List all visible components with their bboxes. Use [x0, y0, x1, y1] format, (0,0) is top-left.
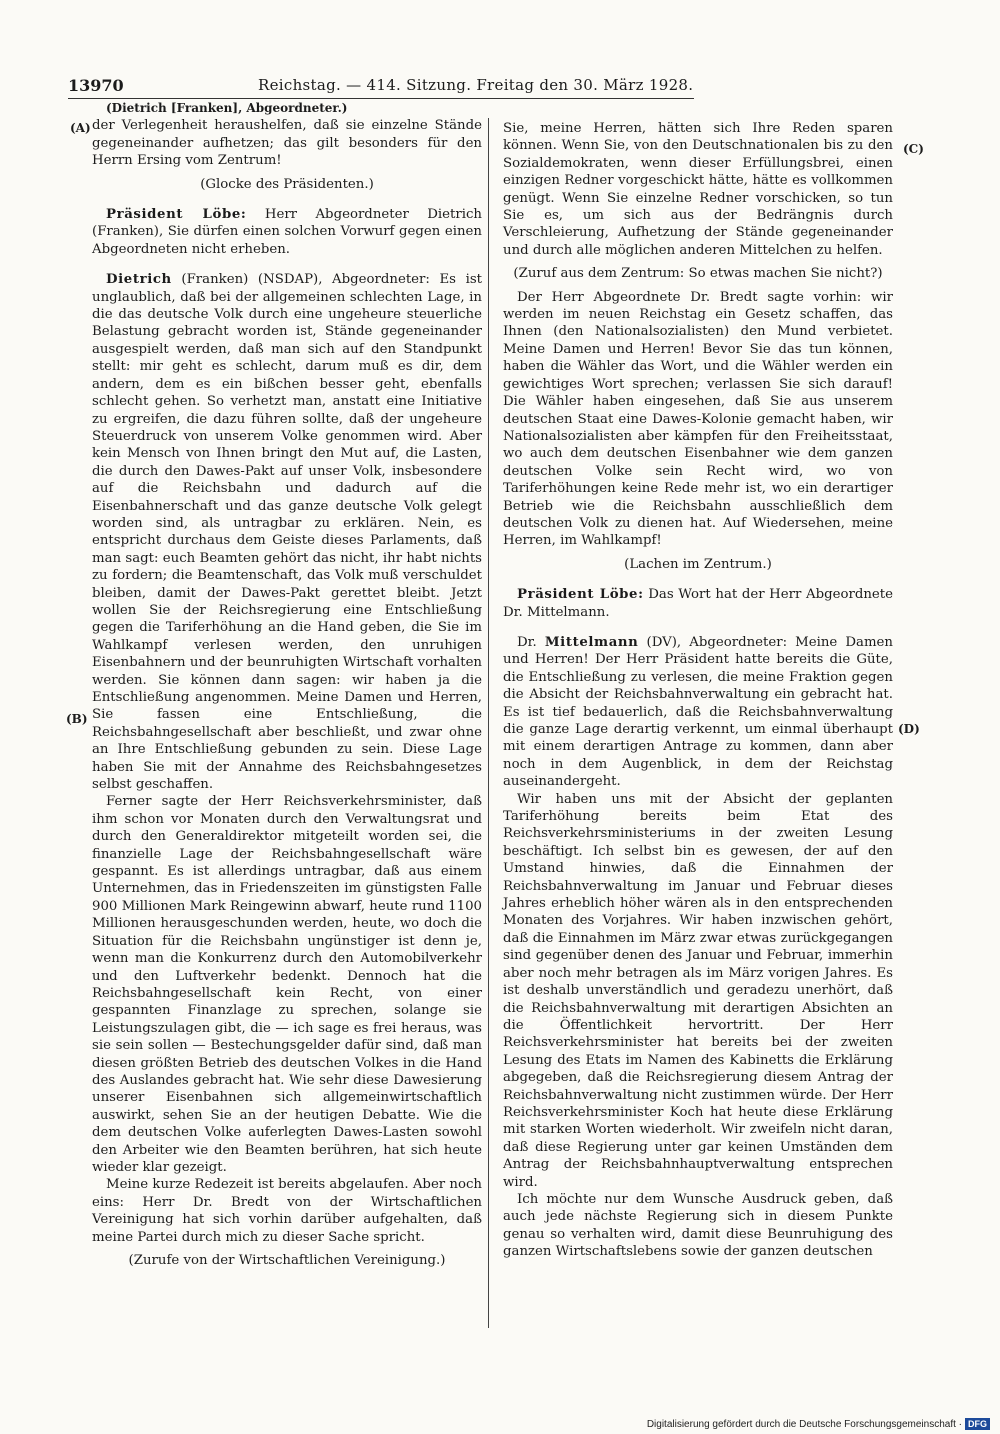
paragraph: Sie, meine Herren, hätten sich Ihre Reden sparen können. Wenn Sie, von den Deutschnationalen bis zu den Sozialdemokraten, wenn dieser Erfüllungsbrei, einen einzigen Redner vorgeschickt hätte, hätte es vollkommen genügt. Wenn Sie einzelne Redner vorschicken, so tun Sie es, um sich aus der Bedrängnis durch Verschleierung, Aufhetzung der Stände gegeneinander und durch alle möglichen anderen Mittelchen zu helfen. [503, 121, 893, 258]
paragraph [503, 586, 893, 621]
paragraph [92, 271, 482, 793]
paragraph: der Verlegenheit heraushelfen, daß sie einzelne Stände gegeneinander aufhetzen; das gilt besonders für den Herrn Ersing vom Zentrum! [92, 118, 482, 169]
interjection: (Glocke des Präsidenten.) [200, 176, 374, 192]
speaker-name: Dietrich [106, 272, 172, 288]
margin-mark-d: (D) [898, 722, 920, 736]
margin-mark-a: (A) [70, 121, 91, 135]
left-column [92, 100, 482, 1275]
right-column [503, 120, 893, 1261]
paragraph: Meine kurze Redezeit ist bereits abgelaufen. Aber noch eins: Herr Dr. Bredt von der Wirtschaftlichen Vereinigung hat sich vorhin darüber aufgehalten, daß meine Partei durch mich zu dieser Sache spricht. [92, 1177, 482, 1245]
speech-text: Das Wort hat der Herr Abgeordnete Dr. Mittelmann. [503, 587, 893, 620]
header-rule [68, 98, 694, 99]
speech-text: (Franken) (NSDAP), Abgeordneter: Es ist unglaublich, daß bei der allgemeinen schlechten Lage, in die das deutsche Volk durch eine ungeheure steuerliche Belastung gebracht worden ist, Stände gegeneinander ausgespielt werden, daß man sich auf den Standpunkt stellt: mir geht es schlecht, darum muß es dir, dem andern, dem es ein bißchen besser geht, ebenfalls schlecht gehen. So verhetzt man, anstatt eine Initiative zu ergreifen, die dazu führen sollte, daß der ungeheure Steuerdruck von unserem Volke genommen wird. Aber kein Mensch von Ihnen bringt den Mut auf, die Lasten, die durch den Dawes-Pakt auf unser Volk, insbesondere auf die Reichsbahn und dadurch auf die Eisenbahnerschaft und das ganze deutsche Volk gelegt worden sind, als untragbar zu erklären. Nein, es entspricht durchaus dem Geiste dieses Parlaments, daß man sagt: euch Beamten gehört das nicht, ihr habt nichts zu fordern; die Beamtenschaft, das Volk muß verschuldet bleiben, damit der Dawes-Pakt gerettet bleibt. Jetzt wollen Sie der Reichsregierung eine Entschließung gegen die Tariferhöhung an die Hand geben, die Sie im Wahlkampf verlesen werden, den unruhigen Eisenbahnern und der beunruhigten Wirtschaft vorhalten werden. Sie können dann sagen: wir haben ja die Entschließung angenommen. Meine Damen und Herren, Sie fassen eine Entschließung, die Reichsbahngesellschaft aber beschließt, und zwar ohne an Ihre Entschließung gebunden zu sein. Diese Lage haben Sie mit der Annahme des Reichsbahngesetzes selbst geschaffen. [92, 272, 482, 793]
page-number: 13970 [68, 76, 124, 95]
speaker-name: Präsident Löbe: [106, 207, 247, 223]
digitization-footer [610, 1418, 990, 1432]
running-title: Reichstag. — 414. Sitzung. Freitag den 30. März 1928. [258, 76, 694, 94]
paragraph: Ferner sagte der Herr Reichsverkehrsminister, daß ihm schon vor Monaten durch den Verwaltungsrat und durch den Generaldirektor mitgeteilt worden sei, die finanzielle Lage der Reichsbahngesellschaft wäre gespannt. Es ist allerdings untragbar, daß aus einem Unternehmen, das in Friedenszeiten im günstigsten Falle 900 Millionen Mark Reingewinn abwarf, heute rund 1100 Millionen herausgeschunden werden, heute, wo doch die Situation für die Reichsbahn ungünstiger ist denn je, wenn man die Konkurrenz durch den Automobilverkehr und den Luftverkehr bedenkt. Dennoch hat die Reichsbahngesellschaft kein Recht, von einer gespannten Finanzlage zu sprechen, solange sie Leistungszulagen gibt, die — ich sage es frei heraus, was sie sein sollen — Bestechungsgelder dafür sind, daß man diesen größten Betrieb des deutschen Volkes in die Hand des Auslandes gebracht hat. Wie sehr diese Dawesierung unserer Eisenbahnen sich allgemeinwirtschaftlich auswirkt, sehen Sie an der heutigen Debatte. Wie die dem deutschen Volke auferlegten Dawes-Lasten sowohl den Arbeiter wie den Beamten berühren, hat sich heute wieder klar gezeigt. [92, 794, 482, 1175]
paragraph [92, 206, 482, 258]
interjection: (Zuruf aus dem Zentrum: So etwas machen Sie nicht?) [513, 266, 883, 282]
speaker-name: Mittelmann [544, 634, 639, 650]
paragraph: Wir haben uns mit der Absicht der geplanten Tariferhöhung bereits beim Etat des Reichsverkehrsministeriums in der zweiten Lesung beschäftigt. Ich selbst bin es gewesen, der auf den Umstand hinwies, daß die Einnahmen der Reichsbahnverwaltung im Januar und Februar dieses Jahres erheblich höher wären als in den entsprechenden Monaten des Vorjahres. Wir haben inzwischen gehört, daß die Einnahmen im März zwar etwas zurückgegangen sind gegenüber denen des Januar und Februar, immerhin aber noch mehr betragen als im März vorigen Jahres. Es ist deshalb unverständlich und geradezu unerhört, daß die Reichsbahnverwaltung mit derartigen Absichten an die Öffentlichkeit hervortritt. Der Herr Reichsverkehrsminister hat bereits bei der zweiten Lesung des Etats im Namen des Kabinetts die Erklärung abgegeben, daß die Reichsregierung diesem Antrag der Reichsbahnverwaltung nicht zustimmen würde. Der Herr Reichsverkehrsminister Koch hat heute diese Erklärung mit starken Worten wiederholt. Wir zweifeln nicht daran, daß diese Regierung unter gar keinen Umständen dem Antrag der Reichsbahnhauptverwaltung entsprechen wird. [503, 791, 893, 1190]
speaker-title: Dr. [517, 634, 545, 650]
footer-text: Digitalisierung gefördert durch die Deutsche Forschungsgemeinschaft · [646, 1419, 962, 1430]
speaker-name: Präsident Löbe: [517, 587, 644, 603]
speech-text: (DV), Abgeordneter: Meine Damen und Herren! Der Herr Präsident hatte bereits die Güte, die Entschließung zu verlesen, die meine Fraktion gegen die Absicht der Reichsbahnverwaltung ein gebracht hat. Es ist tief bedauerlich, daß die Reichsbahnverwaltung die ganze Lage derartig verkennt, um einmal überhaupt mit einem derartigen Antrage zu kommen, dann aber noch in dem Augenblick, in dem der Reichstag auseinandergeht. [503, 634, 893, 790]
margin-mark-b: (B) [66, 712, 88, 726]
paragraph [503, 634, 893, 791]
speaker-headnote: (Dietrich [Franken], Abgeordneter.) [106, 101, 348, 115]
column-divider [488, 118, 489, 1328]
margin-mark-c: (C) [903, 142, 924, 156]
speech-text: Herr Abgeordneter Dietrich (Franken), Sie dürfen einen solchen Vorwurf gegen einen Abgeordneten nicht erheben. [92, 207, 482, 257]
page-header [68, 76, 694, 98]
paragraph: Der Herr Abgeordnete Dr. Bredt sagte vorhin: wir werden im neuen Reichstag ein Gesetz schaffen, das Ihnen (den Nationalsozialisten) den Mund verbietet. Meine Damen und Herren! Bevor Sie das tun können, haben die Wähler das Wort, und die Wähler werden ein gewichtiges Wort sprechen; verlassen Sie sich darauf! Die Wähler haben eingesehen, daß Sie aus unserem deutschen Staat eine Dawes-Kolonie gemacht haben, wir Nationalsozialisten aber kämpfen für den Freiheitsstaat, wo auch dem deutschen Eisenbahner wie dem ganzen deutschen Volke sein Recht wird, wo von Tariferhöhungen keine Rede mehr ist, wo ein derartiger Betrieb wie die Reichsbahn ausschließlich dem deutschen Volk zu dienen hat. Auf Wiedersehen, meine Herren, im Wahlkampf! [503, 289, 893, 549]
dfg-logo: DFG [965, 1418, 990, 1430]
interjection: (Lachen im Zentrum.) [624, 556, 772, 572]
paragraph: Ich möchte nur dem Wunsche Ausdruck geben, daß auch jede nächste Regierung sich in diesem Punkte genau so verhalten wird, damit diese Beunruhigung des ganzen Wirtschaftslebens sowie der ganzen deutschen [503, 1191, 893, 1260]
interjection: (Zurufe von der Wirtschaftlichen Vereinigung.) [128, 1253, 446, 1268]
